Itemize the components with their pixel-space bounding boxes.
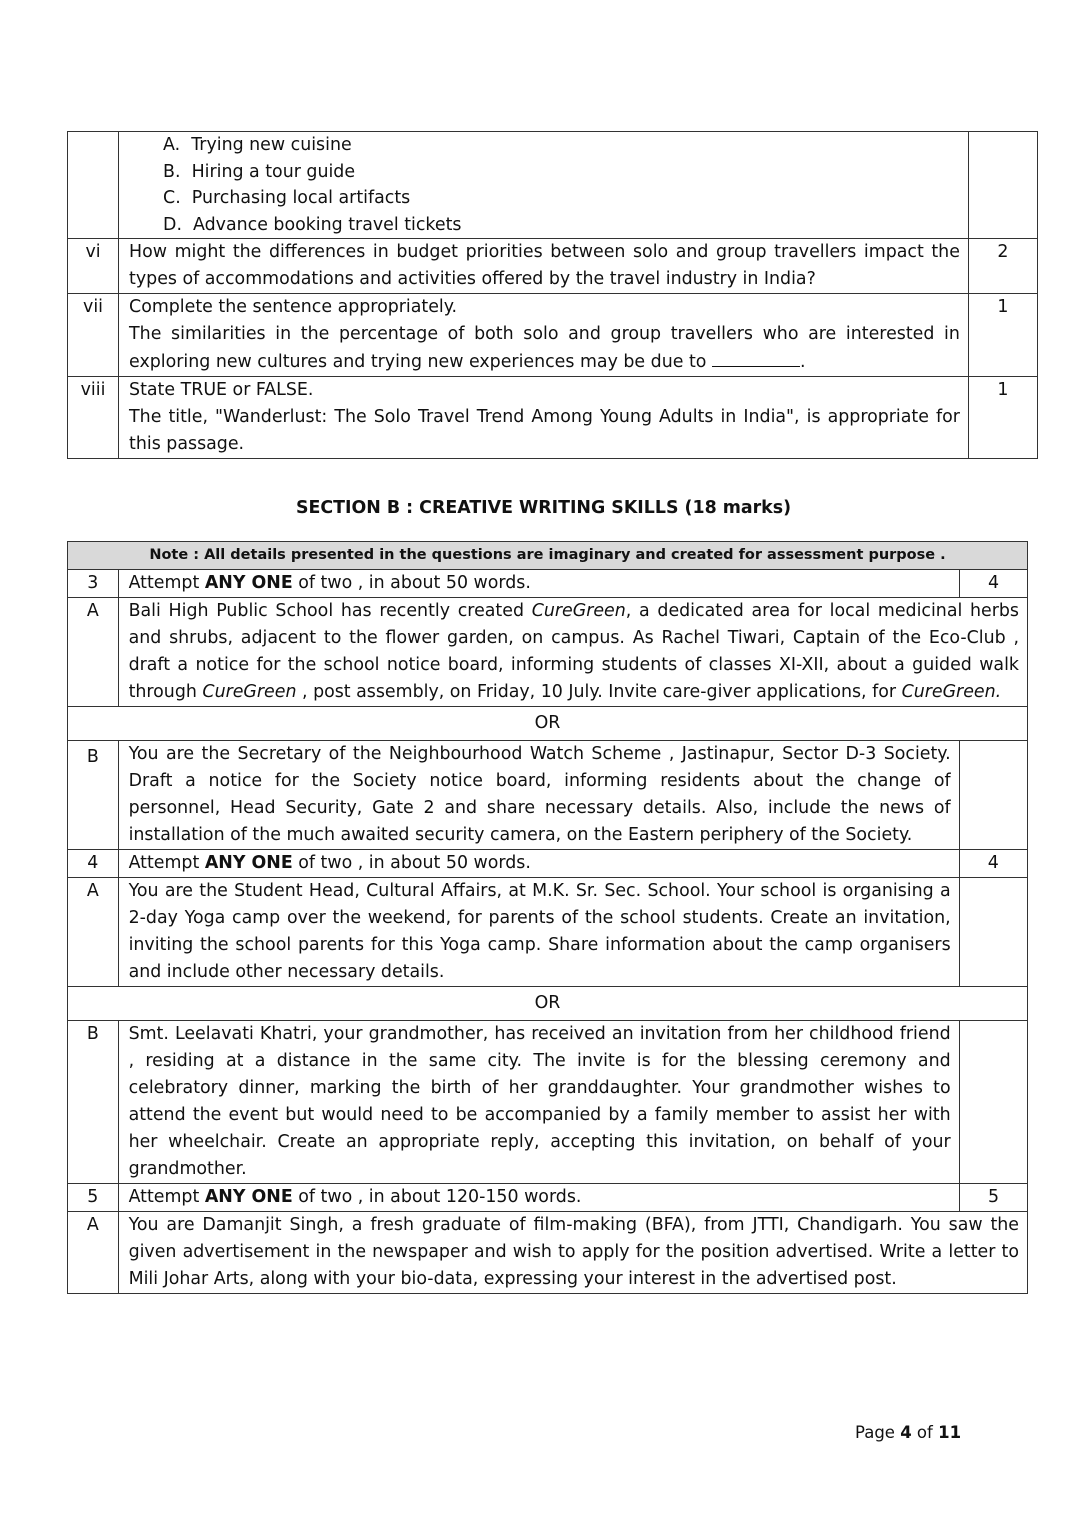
question-text: Smt. Leelavati Khatri, your grandmother, has received an invitation from her childhood friend , residing at a distance in the same city. The invite is for the blessing ceremony and celebratory dinner, marking the birth of her granddaughter. Your grandmother wishes to attend the event but would need to be accompanied by a family member to assist her with her wheelchair. Create an appropriate reply, accepting this invitation, on behalf of your grandmother. [118,1021,959,1184]
table-row [68,850,1028,878]
table-row [68,1212,1028,1294]
table-row [68,1021,1028,1184]
table-row [68,377,1038,459]
question-text: Attempt ANY ONE of two , in about 50 words. [118,850,959,878]
answer-blank [712,348,800,367]
question-number: 4 [68,850,119,878]
option-letter: A [68,598,119,707]
or-row [68,707,1028,741]
question-number: viii [68,377,119,459]
option-d: D. Advance booking travel tickets [163,214,462,235]
option-letter: A [68,1212,119,1294]
section-b-table [67,541,1028,1294]
option-letter: B [68,1021,119,1184]
question-text: Attempt ANY ONE of two , in about 50 words. 4 [118,570,1027,598]
table-row [68,570,1028,598]
question-text: Complete the sentence appropriately. The similarities in the percentage of both solo and group travellers who are interested in exploring new cultures and trying new experiences may be due to . [119,294,969,377]
option-letter: B [68,741,119,850]
page-footer: Page 4 of 11 [855,1423,962,1442]
option-c: C. Purchasing local artifacts [163,188,411,208]
note-text: Note : All details presented in the questions are imaginary and created for assessment purpose . [68,542,1028,570]
option-b: B. Hiring a tour guide [163,161,356,182]
question-number: vii [68,294,119,377]
question-text: You are the Secretary of the Neighbourhood Watch Scheme , Jastinapur, Sector D-3 Society. Draft a notice for the Society notice board, informing residents about the change of personnel, Head Security, Gate 2 and share necessary details. Also, include the news of installation of the much awaited security camera, on the Eastern periphery of the Society. [118,741,959,850]
question-number: 3 [68,570,119,598]
table-row [68,878,1028,987]
table-row [68,239,1038,294]
question-marks: 5 [959,1184,1027,1211]
table-row [68,1184,1028,1212]
table-row [68,741,1028,850]
table-row [68,294,1038,377]
question-text: You are Damanjit Singh, a fresh graduate of film-making (BFA), from JTTI, Chandigarh. You saw the given advertisement in the newspaper and wish to apply for the position advertised. Write a letter to Mili Johar Arts, along with your bio-data, expressing your interest in the advertised post. [118,1212,1027,1294]
question-number: 5 [68,1184,119,1212]
or-row [68,987,1028,1021]
section-b-title: SECTION B : CREATIVE WRITING SKILLS (18 marks) [295,498,792,518]
question-text: How might the differences in budget priorities between solo and group travellers impact the types of accommodations and activities offered by the travel industry in India? [119,239,969,294]
question-marks: 4 [959,570,1027,597]
question-text: You are the Student Head, Cultural Affairs, at M.K. Sr. Sec. School. Your school is organising a 2-day Yoga camp over the weekend, for parents of the school students. Create an invitation, inviting the school parents for this Yoga camp. Share information about the camp organisers and include other necessary details. [118,878,959,987]
section-a-table [67,131,1038,459]
or-label: OR [68,707,1028,741]
question-marks: 1 [968,294,1037,377]
or-label: OR [68,987,1028,1021]
note-row [68,542,1028,570]
option-letter: A [68,878,119,987]
table-row [68,598,1028,707]
table-row [68,132,1038,239]
question-text: Attempt ANY ONE of two , in about 120-150 words. 5 [118,1184,1027,1212]
question-marks: 1 [968,377,1037,459]
question-marks: 4 [959,850,1027,878]
question-marks: 2 [968,239,1037,294]
question-text: State TRUE or FALSE. The title, "Wanderlust: The Solo Travel Trend Among Young Adults in India", is appropriate for this passage. [119,377,969,459]
question-number: vi [68,239,119,294]
option-a: A. Trying new cuisine [163,135,352,155]
question-text: Bali High Public School has recently created CureGreen, a dedicated area for local medicinal herbs and shrubs, adjacent to the flower garden, on campus. As Rachel Tiwari, Captain of the Eco-Club , draft a notice for the school notice board, informing students of classes XI-XII, about a guided walk through CureGreen , post assembly, on Friday, 10 July. Invite care-giver applications, for CureGreen. [118,598,1027,707]
options-list [129,132,960,238]
